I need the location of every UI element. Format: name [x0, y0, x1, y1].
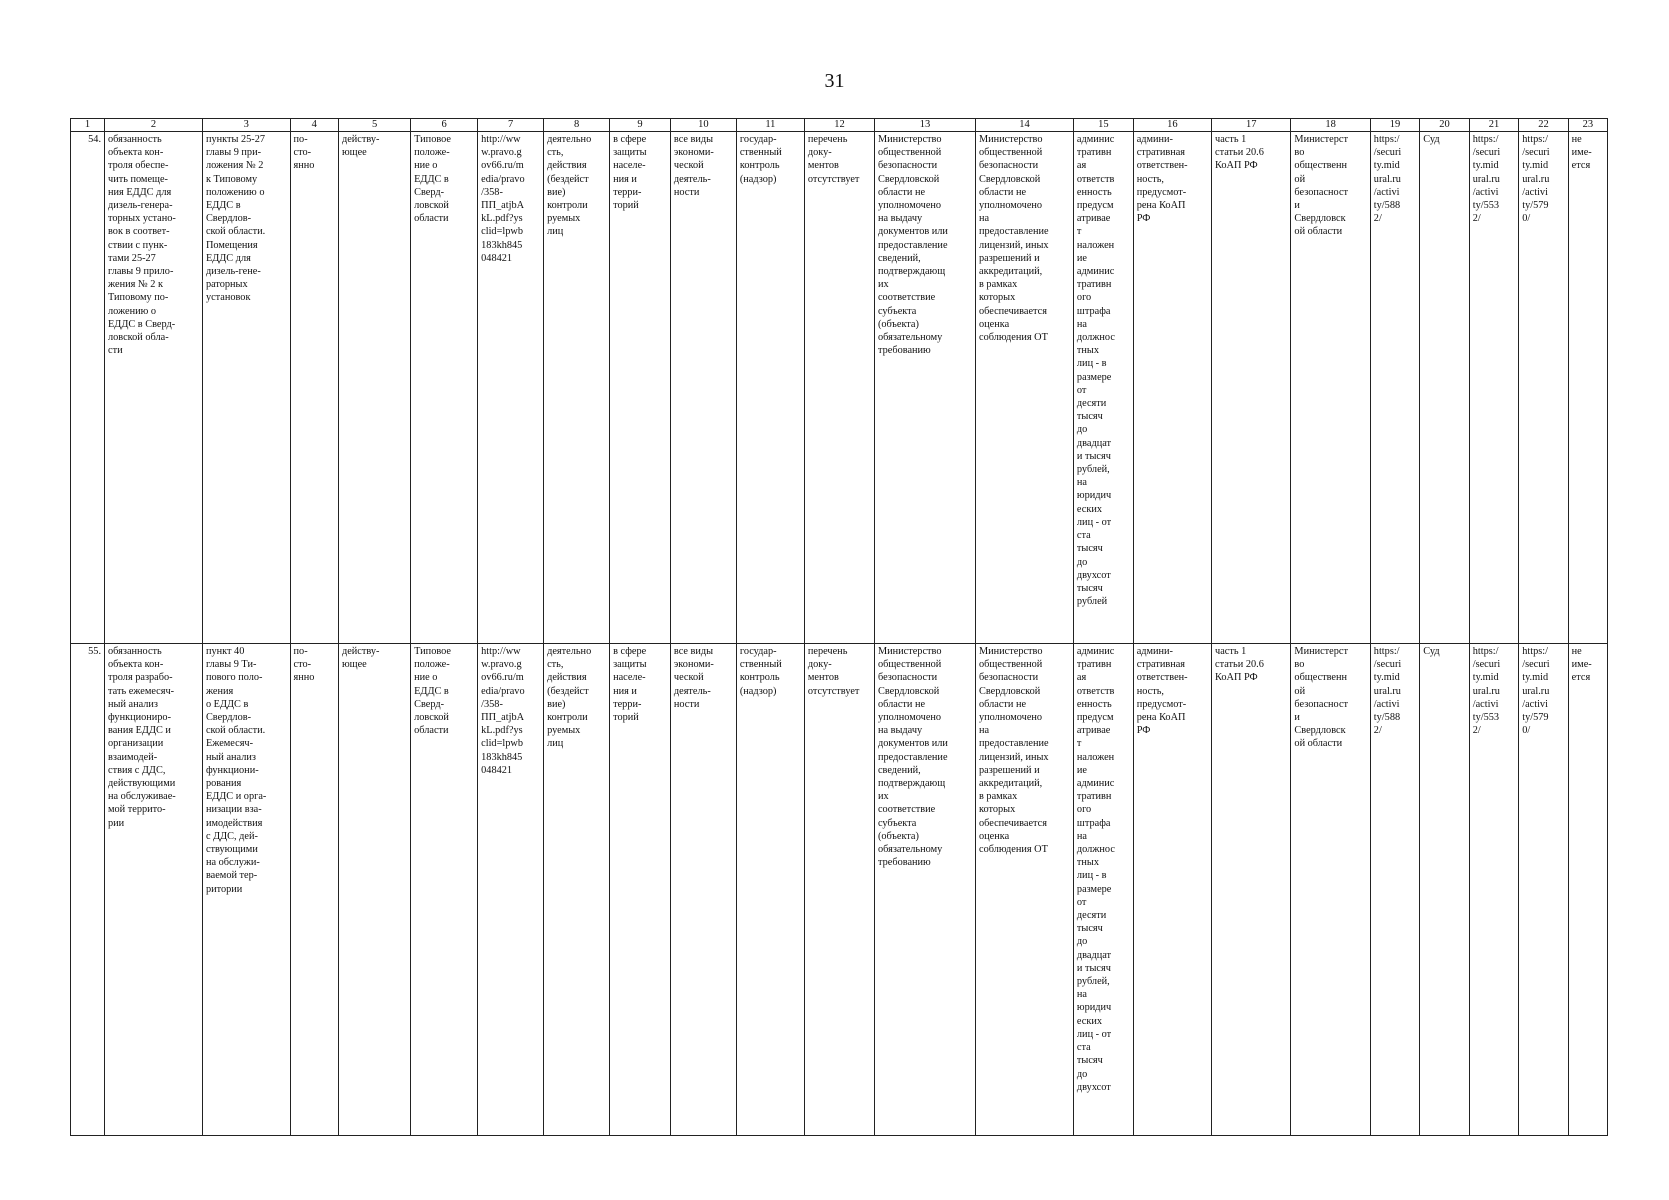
column-number: 1 — [71, 119, 105, 132]
column-number: 11 — [736, 119, 804, 132]
table-cell: https:/ /securi ty.mid ural.ru /activi ty/588 2/ — [1370, 644, 1419, 1136]
table-cell: Типовое положе- ние о ЕДДС в Сверд- ловской области — [411, 132, 478, 644]
table-cell: Министерст во общественн ой безопасност и Свердловск ой области — [1291, 132, 1370, 644]
table-cell: пункт 40 главы 9 Ти- пового поло- жения о ЕДДС в Свердлов- ской области. Ежемесяч- ный анализ функциони- рования ЕДДС и орга- низации вза- имодействия с ДДС, дей- ствующими на обслужи- ваемой тер- ритории — [202, 644, 290, 1136]
table-cell: перечень доку- ментов отсутствует — [804, 132, 874, 644]
column-number: 21 — [1469, 119, 1518, 132]
row-number-cell: 55. — [71, 644, 105, 1136]
table-cell: Типовое положе- ние о ЕДДС в Сверд- ловской области — [411, 644, 478, 1136]
table-cell: http://ww w.pravo.g ov66.ru/m edia/pravo /358- ПП_atjbA kL.pdf?ys clid=lpwb 183kh845 048421 — [478, 132, 544, 644]
table-row — [71, 644, 1608, 1136]
table-cell: в сфере защиты населе- ния и терри- торий — [610, 132, 671, 644]
table-cell: деятельно сть, действия (бездейст вие) контроли руемых лиц — [544, 644, 610, 1136]
table-cell: Министерство общественной безопасности Свердловской области не уполномочено на предоставление лицензий, иных разрешений и аккредитаций, в рамках которых обеспечивается оценка соблюдения ОТ — [976, 644, 1074, 1136]
table-cell: не име- ется — [1568, 132, 1607, 644]
table-cell: государ- ственный контроль (надзор) — [736, 644, 804, 1136]
table-cell: действу- ющее — [338, 644, 410, 1136]
column-number: 20 — [1420, 119, 1469, 132]
table-cell: админи- стративная ответствен- ность, предусмот- рена КоАП РФ — [1133, 132, 1211, 644]
column-number: 8 — [544, 119, 610, 132]
page-number: 31 — [824, 70, 845, 92]
table-cell: деятельно сть, действия (бездейст вие) контроли руемых лиц — [544, 132, 610, 644]
table-cell: http://ww w.pravo.g ov66.ru/m edia/pravo /358- ПП_atjbA kL.pdf?ys clid=lpwb 183kh845 048421 — [478, 644, 544, 1136]
column-number: 6 — [411, 119, 478, 132]
table-cell: https:/ /securi ty.mid ural.ru /activi ty/579 0/ — [1519, 644, 1568, 1136]
column-number: 22 — [1519, 119, 1568, 132]
table-cell: https:/ /securi ty.mid ural.ru /activi ty/553 2/ — [1469, 132, 1518, 644]
column-number: 13 — [874, 119, 975, 132]
column-number: 9 — [610, 119, 671, 132]
column-number: 3 — [202, 119, 290, 132]
column-number: 7 — [478, 119, 544, 132]
column-number: 19 — [1370, 119, 1419, 132]
table-cell: Суд — [1420, 644, 1469, 1136]
table-cell: перечень доку- ментов отсутствует — [804, 644, 874, 1136]
table-cell: Министерст во общественн ой безопасност и Свердловск ой области — [1291, 644, 1370, 1136]
table-cell: по- сто- янно — [290, 132, 338, 644]
table-cell: Министерство общественной безопасности Свердловской области не уполномочено на выдачу документов или предоставление сведений, подтверждающ их соответствие субъекта (объекта) обязательному требованию — [874, 132, 975, 644]
table-cell: часть 1 статьи 20.6 КоАП РФ — [1212, 132, 1291, 644]
table-cell: все виды экономи- ческой деятель- ности — [670, 132, 736, 644]
table-cell: админис тративн ая ответств енность предусм атривае т наложен ие админис тративн ого штрафа на должнос тных лиц - в размере от десяти тысяч до двадцат и тысяч рублей, на юридич еских лиц - от ста тысяч до двухсот — [1073, 644, 1133, 1136]
table-cell: обязанность объекта кон- троля обеспе- чить помеще- ния ЕДДС для дизель-генера- торных устано- вок в соответ- ствии с пунк- тами 25-27 главы 9 прило- жения № 2 к Типовому по- ложению о ЕДДС в Сверд- ловской обла- сти — [105, 132, 203, 644]
table-cell: Суд — [1420, 132, 1469, 644]
column-number: 2 — [105, 119, 203, 132]
table-cell: действу- ющее — [338, 132, 410, 644]
row-number-cell: 54. — [71, 132, 105, 644]
table-cell: пункты 25-27 главы 9 при- ложения № 2 к Типовому положению о ЕДДС в Свердлов- ской области. Помещения ЕДДС для дизель-гене- раторных установок — [202, 132, 290, 644]
table-cell: не име- ется — [1568, 644, 1607, 1136]
column-number: 18 — [1291, 119, 1370, 132]
column-number: 12 — [804, 119, 874, 132]
table-cell: обязанность объекта кон- троля разрабо- тать ежемесяч- ный анализ функциониро- вания ЕДДС и организации взаимодей- ствия с ДДС, действующими на обслуживае- мой террито- рии — [105, 644, 203, 1136]
table-cell: https:/ /securi ty.mid ural.ru /activi ty/553 2/ — [1469, 644, 1518, 1136]
table-cell: часть 1 статьи 20.6 КоАП РФ — [1212, 644, 1291, 1136]
column-number: 4 — [290, 119, 338, 132]
table-cell: Министерство общественной безопасности Свердловской области не уполномочено на предоставление лицензий, иных разрешений и аккредитаций, в рамках которых обеспечивается оценка соблюдения ОТ — [976, 132, 1074, 644]
column-number: 14 — [976, 119, 1074, 132]
table-row — [71, 132, 1608, 644]
column-number-row — [71, 119, 1608, 132]
column-number: 5 — [338, 119, 410, 132]
table-cell: админис тративн ая ответств енность предусм атривае т наложен ие админис тративн ого штрафа на должнос тных лиц - в размере от десяти тысяч до двадцат и тысяч рублей, на юридич еских лиц - от ста тысяч до двухсот тысяч рублей — [1073, 132, 1133, 644]
table-cell: в сфере защиты населе- ния и терри- торий — [610, 644, 671, 1136]
table-cell: по- сто- янно — [290, 644, 338, 1136]
column-number: 23 — [1568, 119, 1607, 132]
table-cell: https:/ /securi ty.mid ural.ru /activi ty/579 0/ — [1519, 132, 1568, 644]
table-cell: все виды экономи- ческой деятель- ности — [670, 644, 736, 1136]
table-cell: государ- ственный контроль (надзор) — [736, 132, 804, 644]
table-cell: Министерство общественной безопасности Свердловской области не уполномочено на выдачу документов или предоставление сведений, подтверждающ их соответствие субъекта (объекта) обязательному требованию — [874, 644, 975, 1136]
register-table — [70, 118, 1608, 1136]
table-cell: админи- стративная ответствен- ность, предусмот- рена КоАП РФ — [1133, 644, 1211, 1136]
table-cell: https:/ /securi ty.mid ural.ru /activi ty/588 2/ — [1370, 132, 1419, 644]
column-number: 15 — [1073, 119, 1133, 132]
column-number: 17 — [1212, 119, 1291, 132]
column-number: 16 — [1133, 119, 1211, 132]
column-number: 10 — [670, 119, 736, 132]
